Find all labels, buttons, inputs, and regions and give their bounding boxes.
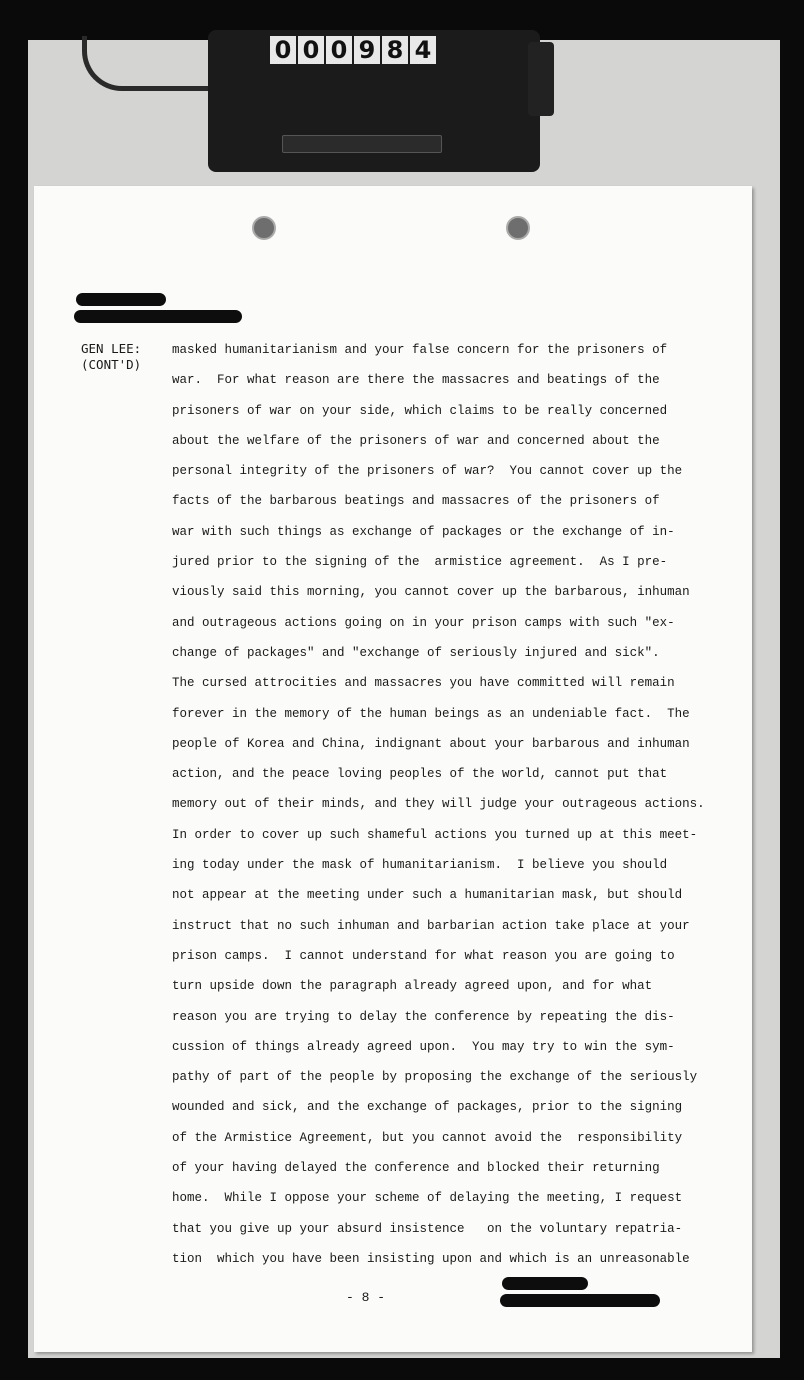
- text-line: not appear at the meeting under such a humanitarian mask, but should: [172, 888, 683, 903]
- text-line: prisoners of war on your side, which claims to be really concerned: [172, 403, 668, 418]
- speaker-label: GEN LEE: (CONT'D): [81, 341, 142, 372]
- text-line: and outrageous actions going on in your prison camps with such "ex-: [172, 615, 675, 630]
- text-line: people of Korea and China, indignant about your barbarous and inhuman: [172, 736, 690, 751]
- counter-digit: 0: [298, 36, 324, 64]
- punch-hole-left: [252, 216, 276, 240]
- text-line: instruct that no such inhuman and barbarian action take place at your: [172, 918, 690, 933]
- text-line: turn upside down the paragraph already agreed upon, and for what: [172, 979, 653, 994]
- punch-hole-right: [506, 216, 530, 240]
- counter-digit: 8: [382, 36, 408, 64]
- text-line: jured prior to the signing of the armistice agreement. As I pre-: [172, 555, 668, 570]
- text-line: memory out of their minds, and they will judge your outrageous actions.: [172, 797, 705, 812]
- redaction-bar: [76, 293, 166, 306]
- counter-digit: 0: [326, 36, 352, 64]
- text-line: that you give up your absurd insistence on the voluntary repatria-: [172, 1221, 683, 1236]
- text-line: personal integrity of the prisoners of war? You cannot cover up the: [172, 464, 683, 479]
- redaction-bar: [74, 310, 242, 323]
- counter-cable: [82, 36, 217, 91]
- redaction-bar: [500, 1294, 660, 1307]
- redaction-bar: [502, 1277, 588, 1290]
- text-line: of the Armistice Agreement, but you cannot avoid the responsibility: [172, 1130, 683, 1145]
- text-line: about the welfare of the prisoners of war and concerned about the: [172, 433, 660, 448]
- text-line: of your having delayed the conference and blocked their returning: [172, 1161, 660, 1176]
- text-line: facts of the barbarous beatings and massacres of the prisoners of: [172, 494, 660, 509]
- text-line: war. For what reason are there the massacres and beatings of the: [172, 373, 660, 388]
- counter-base-plate: [282, 135, 442, 153]
- text-line: home. While I oppose your scheme of delaying the meeting, I request: [172, 1191, 683, 1206]
- text-line: ing today under the mask of humanitarianism. I believe you should: [172, 858, 668, 873]
- counter-knob: [528, 42, 554, 116]
- text-line: forever in the memory of the human beings as an undeniable fact. The: [172, 706, 690, 721]
- text-line: wounded and sick, and the exchange of packages, prior to the signing: [172, 1100, 683, 1115]
- text-line: The cursed attrocities and massacres you have committed will remain: [172, 676, 675, 691]
- document-body: [172, 338, 705, 1277]
- text-line: In order to cover up such shameful actions you turned up at this meet-: [172, 827, 698, 842]
- counter-digit: 0: [270, 36, 296, 64]
- page-number: - 8 -: [346, 1290, 386, 1305]
- text-line: action, and the peace loving peoples of the world, cannot put that: [172, 767, 668, 782]
- frame-counter: [270, 36, 436, 66]
- text-line: reason you are trying to delay the conference by repeating the dis-: [172, 1009, 675, 1024]
- counter-digit: 4: [410, 36, 436, 64]
- text-line: prison camps. I cannot understand for what reason you are going to: [172, 948, 675, 963]
- text-line: tion which you have been insisting upon and which is an unreasonable: [172, 1251, 690, 1266]
- text-line: masked humanitarianism and your false concern for the prisoners of: [172, 343, 668, 357]
- text-line: pathy of part of the people by proposing the exchange of the seriously: [172, 1070, 698, 1085]
- text-line: viously said this morning, you cannot cover up the barbarous, inhuman: [172, 585, 690, 600]
- text-line: war with such things as exchange of packages or the exchange of in-: [172, 524, 675, 539]
- text-line: cussion of things already agreed upon. You may try to win the sym-: [172, 1039, 675, 1054]
- counter-digit: 9: [354, 36, 380, 64]
- text-line: change of packages" and "exchange of seriously injured and sick".: [172, 645, 660, 660]
